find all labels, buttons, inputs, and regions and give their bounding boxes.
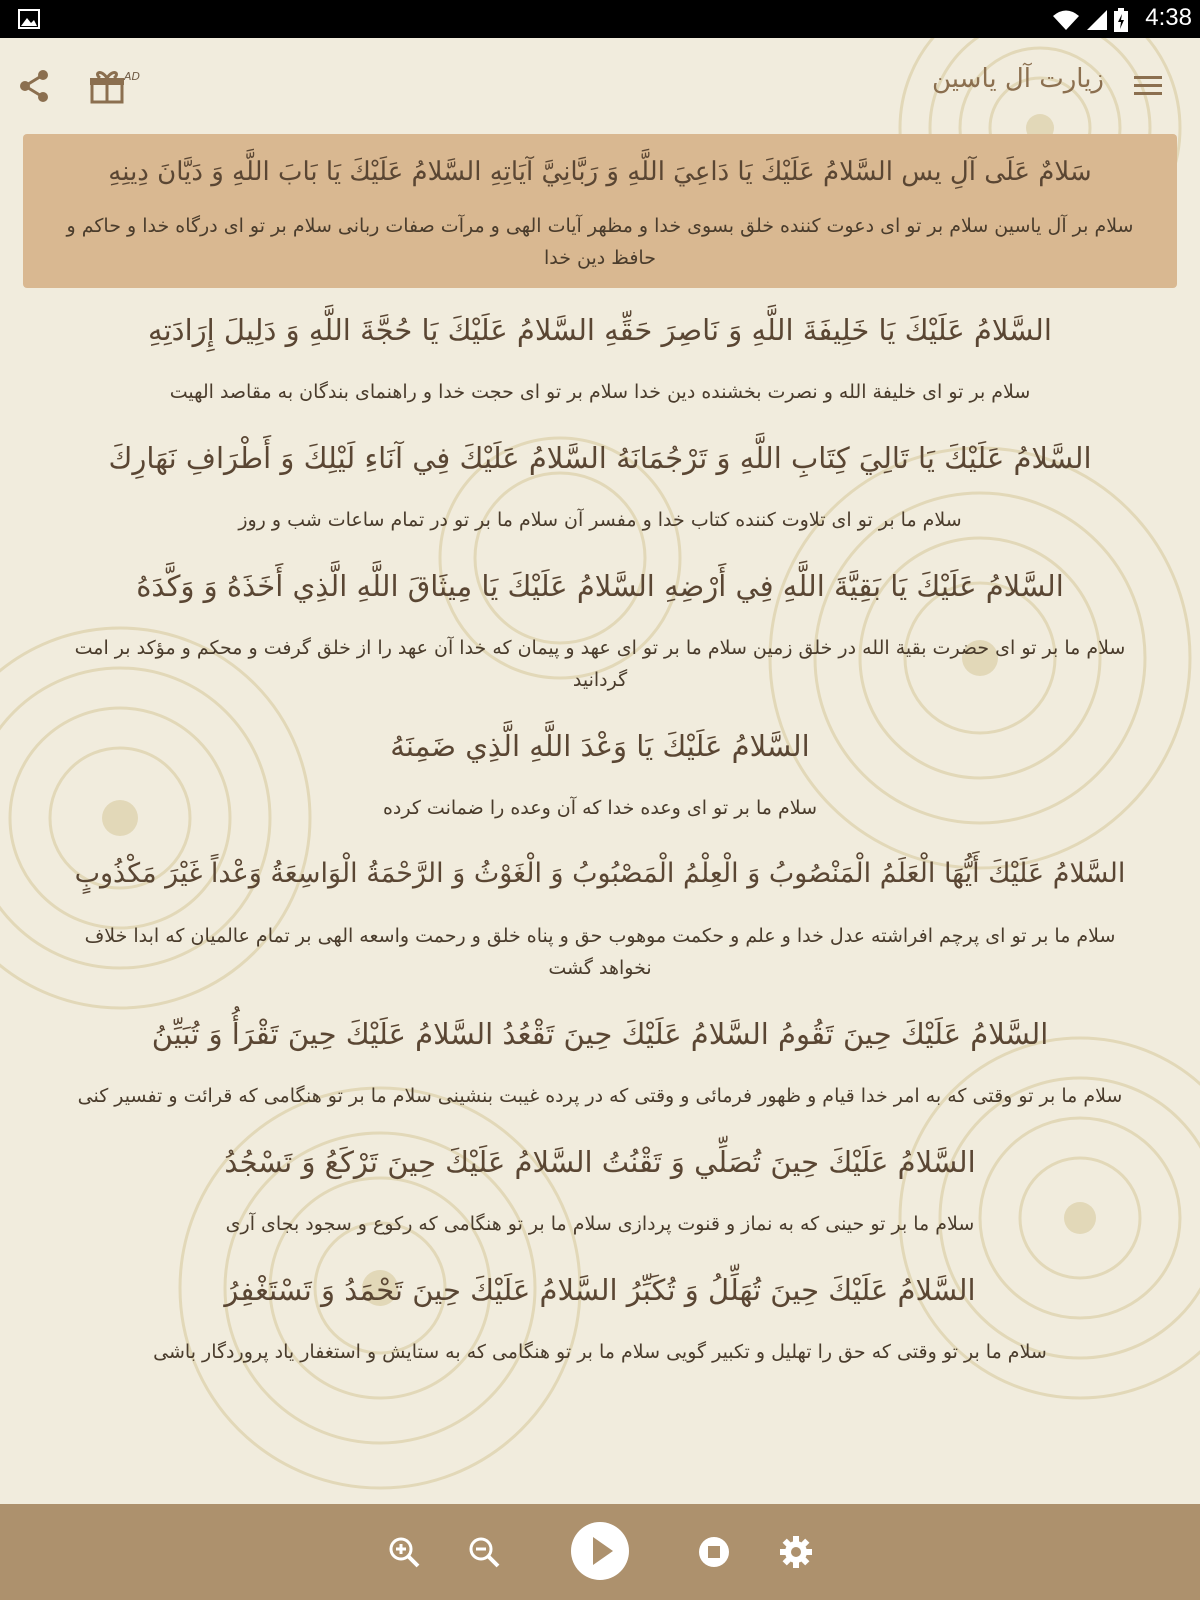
share-button[interactable] (16, 68, 52, 104)
persian-translation: سلام ما بر تو ای وعده خدا که آن وعده را ضمانت کرده (382, 797, 818, 819)
clock: 4:38 (1145, 4, 1192, 31)
persian-translation: سلام بر تو ای خلیفة الله و نصرت بخشنده دین خدا سلام بر تو ای حجت خدا و راهنمای بندگان به مقاصد الهیت (169, 381, 1031, 403)
verse-block[interactable] (0, 852, 1200, 984)
play-icon (571, 1522, 629, 1580)
settings-button[interactable] (778, 1534, 814, 1570)
status-bar (0, 0, 1200, 38)
share-icon (16, 68, 52, 104)
menu-icon (1130, 68, 1166, 104)
arabic-verse: السَّلامُ عَلَيْكَ يَا خَلِيفَةَ اللَّهِ وَ نَاصِرَ حَقِّهِ السَّلامُ عَلَيْكَ يَا حُجَّةَ اللَّهِ وَ دَلِيلَ إِرَادَتِهِ (148, 313, 1052, 347)
gift-ad-button[interactable] (88, 66, 128, 106)
app-toolbar (0, 38, 1200, 132)
verse-block[interactable] (0, 308, 1200, 408)
verse-block[interactable] (0, 1140, 1200, 1240)
arabic-verse: سَلامٌ عَلَى آلِ يس السَّلامُ عَلَيْكَ يَا دَاعِيَ اللَّهِ وَ رَبَّانِيَّ آيَاتِهِ السَّلامُ عَلَيْكَ يَا بَابَ اللَّهِ وَ دَيَّانَ دِينِهِ (108, 157, 1092, 187)
zoom-out-icon (466, 1534, 502, 1570)
verse-block[interactable] (0, 1268, 1200, 1368)
verse-block[interactable] (0, 1012, 1200, 1112)
stop-icon (696, 1534, 732, 1570)
arabic-verse: السَّلامُ عَلَيْكَ أَيُّهَا الْعَلَمُ الْمَنْصُوبُ وَ الْعِلْمُ الْمَصْبُوبُ وَ الْغَوْثُ وَ الرَّحْمَةُ الْوَاسِعَةُ وَعْداً غَيْرَ مَكْذُوبٍ (74, 858, 1126, 889)
persian-translation: سلام ما بر تو ای تلاوت کننده کتاب خدا و مفسر آن سلام ما بر تو در تمام ساعات شب و روز (238, 509, 962, 531)
stop-button[interactable] (696, 1534, 732, 1570)
verse-block[interactable] (0, 724, 1200, 824)
signal-icon (1086, 9, 1108, 35)
verse-block-highlighted[interactable] (23, 134, 1177, 288)
persian-translation: سلام بر آل یاسین سلام بر تو ای دعوت کننده خلق بسوی خدا و مظهر آیات الهی و مرآت صفات ربانی سلام بر تو ای درگاه خدا و حاکم و حافظ دین خدا (66, 215, 1134, 269)
playback-toolbar (0, 1504, 1200, 1600)
verse-block[interactable] (0, 564, 1200, 696)
arabic-verse: السَّلامُ عَلَيْكَ حِينَ تُصَلِّي وَ تَقْنُتُ السَّلامُ عَلَيْكَ حِينَ تَرْكَعُ وَ تَسْجُدُ (224, 1145, 976, 1179)
gallery-icon (18, 9, 40, 33)
zoom-in-button[interactable] (386, 1534, 422, 1570)
arabic-verse: السَّلامُ عَلَيْكَ يَا وَعْدَ اللَّهِ الَّذِي ضَمِنَهُ (390, 729, 810, 763)
gift-icon (88, 66, 128, 106)
prayer-content (0, 132, 1200, 1368)
arabic-verse: السَّلامُ عَلَيْكَ حِينَ تَقُومُ السَّلامُ عَلَيْكَ حِينَ تَقْعُدُ السَّلامُ عَلَيْكَ حِينَ تَقْرَأُ وَ تُبَيِّنُ (151, 1017, 1049, 1051)
menu-button[interactable] (1130, 68, 1166, 104)
settings-icon (778, 1534, 814, 1570)
ad-label: AD (124, 70, 140, 83)
wifi-icon (1052, 9, 1080, 35)
arabic-verse: السَّلامُ عَلَيْكَ حِينَ تُهَلِّلُ وَ تُكَبِّرُ السَّلامُ عَلَيْكَ حِينَ تَحْمَدُ وَ تَسْتَغْفِرُ (224, 1273, 976, 1307)
arabic-verse: السَّلامُ عَلَيْكَ يَا بَقِيَّةَ اللَّهِ فِي أَرْضِهِ السَّلامُ عَلَيْكَ يَا مِيثَاقَ اللَّهِ الَّذِي أَخَذَهُ وَ وَكَّدَهُ (136, 569, 1064, 603)
persian-translation: سلام ما بر تو وقتی که حق را تهلیل و تکبیر گویی سلام ما بر تو هنگامی که به ستایش و استغفار یاد پروردگار باشی (153, 1341, 1047, 1363)
arabic-verse: السَّلامُ عَلَيْكَ يَا تَالِيَ كِتَابِ اللَّهِ وَ تَرْجُمَانَهُ السَّلامُ عَلَيْكَ فِي آنَاءِ لَيْلِكَ وَ أَطْرَافِ نَهَارِكَ (108, 441, 1092, 475)
persian-translation: سلام ما بر تو ای پرچم افراشته عدل خدا و علم و حکمت موهوب حق و پناه خلق و رحمت واسعه الهی بر تمام عالمیان که ابدا خلاف نخواهد گشت (84, 925, 1116, 979)
persian-translation: سلام ما بر تو وقتی که به امر خدا قیام و ظهور فرمائی و وقتی که در پرده غیبت بنشینی سلام ما بر تو هنگامی که قرائت و تفسیر کنی (77, 1085, 1123, 1107)
persian-translation: سلام ما بر تو ای حضرت بقیة الله در خلق زمین سلام ما بر تو ای عهد و پیمان که خدا آن عهد را از خلق گرفت و محکم و مؤکد بر امت گردانید (74, 637, 1126, 691)
battery-icon (1114, 8, 1128, 36)
play-button[interactable] (571, 1522, 629, 1580)
zoom-in-icon (386, 1534, 422, 1570)
verse-block[interactable] (0, 436, 1200, 536)
zoom-out-button[interactable] (466, 1534, 502, 1570)
persian-translation: سلام ما بر تو حینی که به نماز و قنوت پردازی سلام ما بر تو هنگامی که رکوع و سجود بجای آری (225, 1213, 975, 1235)
page-title: زیارت آل یاسین (932, 64, 1104, 94)
